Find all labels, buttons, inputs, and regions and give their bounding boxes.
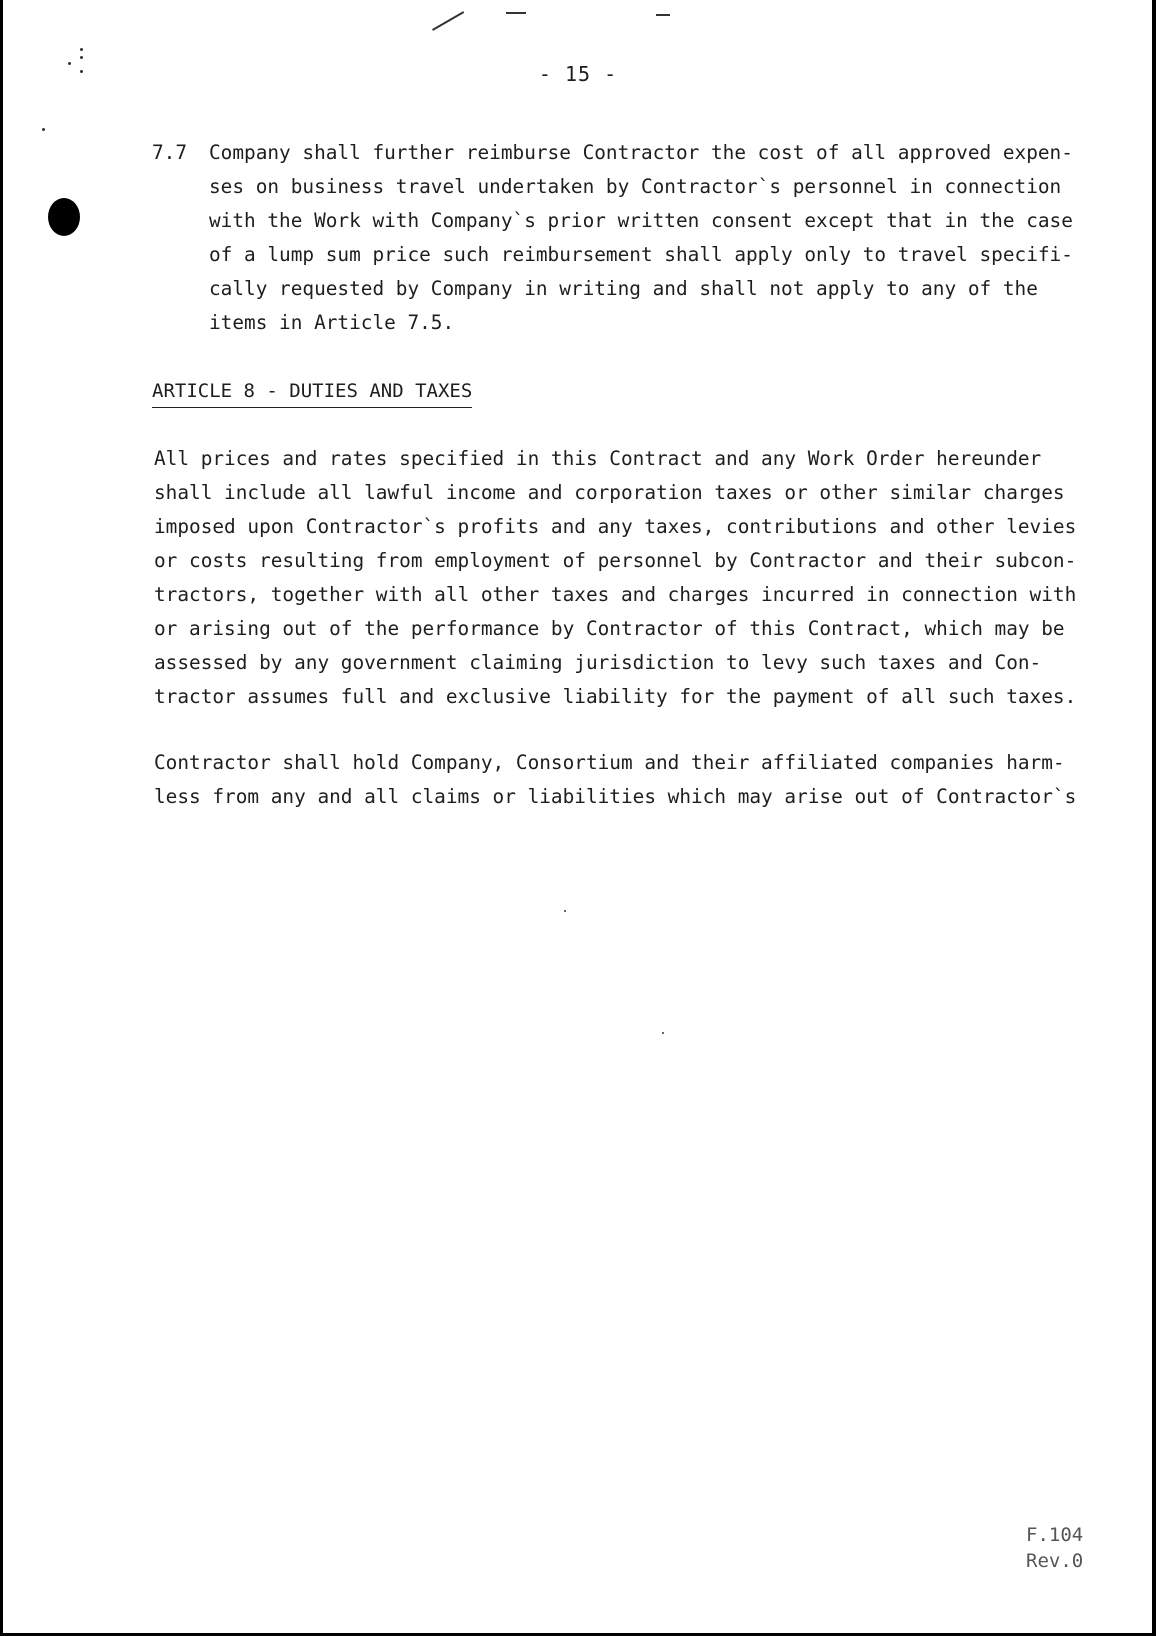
scan-mark <box>432 11 464 30</box>
paragraph-line: Contractor shall hold Company, Consortium and their affiliated companies harm- <box>154 751 1065 774</box>
form-number: F.104 <box>1026 1524 1084 1546</box>
hole-punch-mark <box>48 198 80 236</box>
scan-border-right <box>1152 0 1156 1636</box>
paragraph-line: or arising out of the performance by Contractor of this Contract, which may be <box>154 617 1065 640</box>
clause-line: items in Article 7.5. <box>209 311 455 334</box>
paragraph-line: shall include all lawful income and corporation taxes or other similar charges <box>154 481 1065 504</box>
scan-speck <box>42 128 45 131</box>
form-revision: Rev.0 <box>1026 1550 1084 1572</box>
paragraph-line: All prices and rates specified in this Contract and any Work Order hereunder <box>154 447 1042 470</box>
scan-mark <box>506 12 526 14</box>
scan-speck <box>662 1032 664 1034</box>
article-8-heading: ARTICLE 8 - DUTIES AND TAXES <box>152 378 472 408</box>
paragraph-line: imposed upon Contractor`s profits and any taxes, contributions and other levies <box>154 515 1077 538</box>
scan-speck <box>564 910 566 912</box>
paragraph-line: or costs resulting from employment of personnel by Contractor and their subcon- <box>154 549 1077 572</box>
paragraph-line: assessed by any government claiming jurisdiction to levy such taxes and Con- <box>154 651 1042 674</box>
page-number: - 15 - <box>538 62 618 86</box>
clause-line: of a lump sum price such reimbursement shall apply only to travel specifi- <box>209 243 1073 266</box>
clause-line: Company shall further reimburse Contractor the cost of all approved expen- <box>209 141 1073 164</box>
scan-border-left <box>0 0 3 1636</box>
paragraph-line: less from any and all claims or liabilities which may arise out of Contractor`s <box>154 785 1077 808</box>
scan-mark <box>656 14 670 16</box>
form-code <box>1026 1522 1083 1574</box>
clause-line: with the Work with Company`s prior written consent except that in the case <box>209 209 1073 232</box>
paragraph-line: tractor assumes full and exclusive liability for the payment of all such taxes. <box>154 685 1077 708</box>
scan-speck <box>80 56 83 59</box>
paragraph-line: tractors, together with all other taxes and charges incurred in connection with <box>154 583 1077 606</box>
scan-speck <box>80 48 83 51</box>
clause-line: cally requested by Company in writing and shall not apply to any of the <box>209 277 1038 300</box>
clause-line: ses on business travel undertaken by Contractor`s personnel in connection <box>209 175 1062 198</box>
clause-number: 7.7 <box>152 141 188 164</box>
